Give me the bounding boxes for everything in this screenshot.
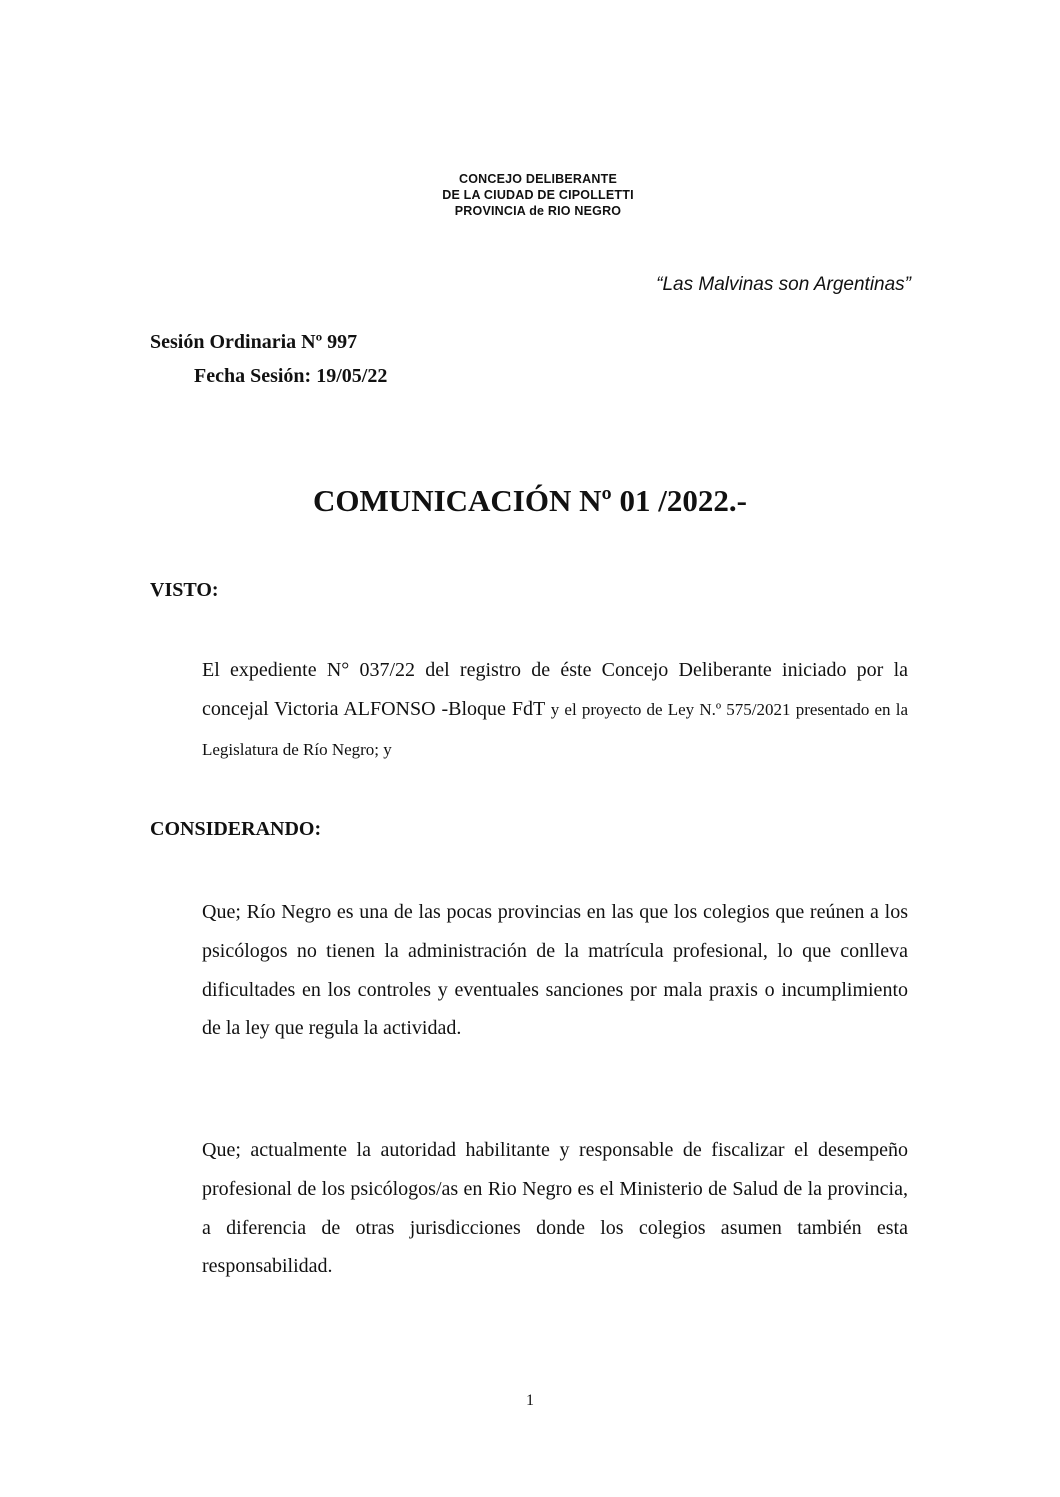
session-info: [150, 325, 387, 393]
considerando-paragraph-1: Que; Río Negro es una de las pocas provincias en las que los colegios que reúnen a los psicólogos no tienen la administración de la matrícula profesional, lo que conlleva dificultades en los controles y eventuales sanciones por mala praxis o incumplimiento de la ley que regula la actividad.: [202, 901, 908, 1040]
visto-paragraph: [202, 651, 908, 769]
visto-heading: VISTO:: [150, 579, 219, 601]
motto: “Las Malvinas son Argentinas”: [656, 274, 911, 295]
session-number: Sesión Ordinaria Nº 997: [150, 331, 358, 353]
visto-text-main: El expediente N° 037/22 del registro de éste Concejo Deliberante iniciado por la concejal Victoria ALFONSO -Bloque FdT: [202, 659, 908, 720]
document-title: COMUNICACIÓN Nº 01 /2022.-: [313, 483, 747, 518]
session-date: Fecha Sesión: 19/05/22: [194, 365, 388, 387]
letterhead: [0, 171, 1060, 219]
page-number: 1: [526, 1392, 534, 1409]
visto-text-small: y el proyecto de Ley N.º 575/2021 presentado en la Legislatura de Río Negro; y: [202, 699, 908, 759]
letterhead-line-2: DE LA CIUDAD DE CIPOLLETTI: [442, 188, 634, 202]
letterhead-line-3: PROVINCIA de RIO NEGRO: [454, 204, 622, 218]
considerando-heading: CONSIDERANDO:: [150, 818, 322, 840]
considerando-paragraph-2: Que; actualmente la autoridad habilitante y responsable de fiscalizar el desempeño profesional de los psicólogos/as en Rio Negro es el Ministerio de Salud de la provincia, a diferencia de otras jurisdicciones donde los colegios asumen también esta responsabilidad.: [202, 1139, 908, 1278]
letterhead-line-1: CONCEJO DELIBERANTE: [459, 172, 617, 186]
